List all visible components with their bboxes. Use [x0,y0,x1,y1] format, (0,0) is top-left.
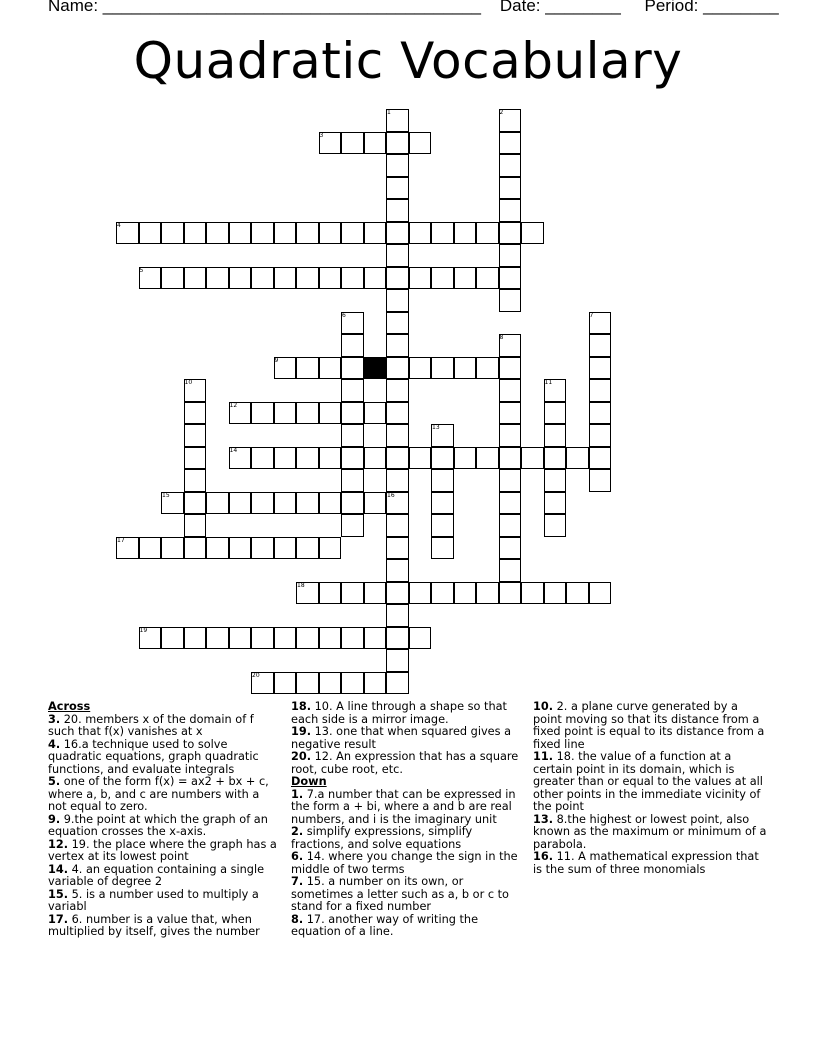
clues-column-1 [48,701,280,939]
clue-number: 18 [297,581,305,589]
clue-item [48,889,280,914]
crossword-cell[interactable] [341,132,364,155]
crossword-cell[interactable] [296,672,319,695]
crossword-cell[interactable] [431,469,454,492]
clue-item [48,739,280,777]
crossword-cell[interactable] [454,267,477,290]
crossword-cell[interactable] [184,267,207,290]
clues-column-3 [533,701,769,876]
crossword-cell[interactable] [544,514,567,537]
crossword-cell[interactable] [386,177,409,200]
crossword-cell[interactable] [476,267,499,290]
clue-text: 10. A line through a shape so that each side is a mirror image. [291,700,507,726]
crossword-cell[interactable] [544,424,567,447]
crossword-cell[interactable] [341,402,364,425]
clue-num: 20. [291,750,312,763]
clue-number: 6 [342,311,346,319]
crossword-cell[interactable] [274,492,297,515]
crossword-cell[interactable] [386,447,409,470]
crossword-cell[interactable] [499,289,522,312]
clue-item [533,701,769,751]
clue-num: 1. [291,787,304,801]
crossword-cell[interactable] [319,357,342,380]
crossword-cell[interactable] [296,537,319,560]
clue-item [533,851,769,876]
crossword-cell[interactable] [184,402,207,425]
clue-text: 16.a technique used to solve quadratic equations, graph quadratic functions, and evaluate integrals [48,737,259,776]
crossword-cell[interactable] [386,469,409,492]
clue-number: 1 [387,109,391,116]
crossword-cell[interactable] [409,447,432,470]
clue-text: 15. a number on its own, or sometimes a letter such as a, b or c to stand for a fixed number [291,875,509,913]
crossword-cell[interactable] [274,267,297,290]
crossword-cell[interactable] [589,469,612,492]
clue-num: 3. [48,712,61,726]
clue-number: 5 [139,266,144,274]
clue-text: 20. members x of the domain of f such that f(x) vanishes at x [48,712,254,738]
crossword-cell[interactable] [499,514,522,537]
crossword-cell[interactable] [251,627,274,650]
crossword-cell[interactable] [431,582,454,605]
crossword-cell[interactable] [364,222,387,245]
clue-item [291,851,525,876]
crossword-cell[interactable] [206,537,229,560]
crossword-black-cell [364,357,387,380]
crossword-cell[interactable] [274,672,297,695]
clue-number: 7 [589,311,594,319]
crossword-cell[interactable] [589,424,612,447]
clue-item [48,914,280,939]
crossword-cell[interactable] [161,627,184,650]
period-field[interactable]: Period: ________ [644,0,779,15]
crossword-cell[interactable] [161,222,184,245]
clue-number: 14 [229,446,238,454]
clue-text: simplify expressions, simplify fractions, and solve equations [291,825,473,851]
crossword-cell[interactable] [589,582,612,605]
crossword-cell[interactable] [364,627,387,650]
crossword-cell[interactable] [364,402,387,425]
clue-item [291,826,525,851]
crossword-cell[interactable] [476,222,499,245]
clue-num: 8. [291,912,304,926]
clue-text: 13. one that when squared gives a negative result [291,725,512,751]
crossword-cell[interactable] [386,154,409,177]
clue-number: 15 [162,491,170,499]
clue-num: 5. [48,775,61,788]
clue-item [48,839,280,864]
crossword-cell[interactable] [431,357,454,380]
crossword-cell[interactable] [409,267,432,290]
crossword-cell[interactable] [251,267,274,290]
crossword-cell[interactable] [184,537,207,560]
crossword-cell[interactable] [229,222,252,245]
crossword-cell[interactable] [499,199,522,222]
crossword-cell[interactable] [476,582,499,605]
crossword-cell[interactable] [319,402,342,425]
crossword-cell[interactable] [566,582,589,605]
crossword-cell[interactable] [499,244,522,267]
clue-number: 8 [499,334,504,341]
crossword-cell[interactable] [319,537,342,560]
crossword-cell[interactable] [589,447,612,470]
crossword-cell[interactable] [499,379,522,402]
crossword-cell[interactable] [251,447,274,470]
crossword-cell[interactable] [319,267,342,290]
down-header: Down [291,775,327,788]
crossword-cell[interactable] [589,357,612,380]
crossword-cell[interactable] [499,357,522,380]
crossword-cell[interactable] [386,379,409,402]
crossword-cell[interactable] [589,379,612,402]
crossword-cell[interactable] [589,334,612,357]
crossword-cell[interactable] [499,447,522,470]
crossword-cell[interactable] [499,402,522,425]
crossword-cell[interactable] [499,267,522,290]
crossword-cell[interactable] [341,357,364,380]
crossword-cell[interactable] [386,582,409,605]
clue-item [533,751,769,814]
crossword-cell[interactable] [386,289,409,312]
crossword-cell[interactable] [229,267,252,290]
name-field[interactable]: Name: ________________________________________ [48,0,481,15]
crossword-cell[interactable] [499,469,522,492]
crossword-cell[interactable] [206,222,229,245]
crossword-cell[interactable] [431,492,454,515]
clue-item [533,814,769,852]
crossword-cell[interactable] [206,267,229,290]
crossword-cell[interactable] [386,604,409,627]
crossword-cell[interactable] [386,244,409,267]
clue-num: 14. [48,862,69,876]
clue-num: 17. [48,912,69,926]
crossword-cell[interactable] [296,627,319,650]
crossword-cell[interactable] [409,222,432,245]
clue-item [291,914,525,939]
crossword-cell[interactable] [296,447,319,470]
crossword-cell[interactable] [341,447,364,470]
crossword-cell[interactable] [499,492,522,515]
clue-number: 2 [499,109,504,116]
clue-text: 9.the point at which the graph of an equation crosses the x-axis. [48,812,268,838]
crossword-cell[interactable] [499,177,522,200]
crossword-cell[interactable] [386,649,409,672]
clue-number: 19 [139,626,148,634]
crossword-cell[interactable] [341,492,364,515]
crossword-cell[interactable] [386,199,409,222]
crossword-cell[interactable] [386,357,409,380]
crossword-cell[interactable] [386,672,409,695]
clue-num: 19. [291,725,312,738]
clue-num: 9. [48,812,61,826]
date-field[interactable]: Date: ________ [499,0,621,15]
clue-item [48,814,280,839]
crossword-cell[interactable] [386,312,409,335]
crossword-cell[interactable] [431,537,454,560]
crossword-cell[interactable] [341,514,364,537]
clue-text: one of the form f(x) = ax2 + bx + c, where a, b, and c are numbers with a not equal to zero. [48,775,269,813]
crossword-cell[interactable] [499,132,522,155]
crossword-cell[interactable] [251,537,274,560]
clue-item [48,714,280,739]
clue-item [291,751,525,776]
crossword-cell[interactable] [544,447,567,470]
clue-number: 10 [184,379,193,386]
crossword-cell[interactable] [431,267,454,290]
crossword-cell[interactable] [499,222,522,245]
crossword-cell[interactable] [364,447,387,470]
crossword-cell[interactable] [364,267,387,290]
crossword-cell[interactable] [454,222,477,245]
crossword-cell[interactable] [386,627,409,650]
crossword-cell[interactable] [229,492,252,515]
crossword-cell[interactable] [409,582,432,605]
crossword-cell[interactable] [184,424,207,447]
crossword-cell[interactable] [364,132,387,155]
crossword-cell[interactable] [184,514,207,537]
clue-num: 7. [291,875,304,888]
crossword-cell[interactable] [341,379,364,402]
clue-text: 11. A mathematical expression that is the sum of three monomials [533,850,759,876]
clue-number: 17 [117,536,125,544]
crossword-cell[interactable] [296,492,319,515]
crossword-cell[interactable] [319,627,342,650]
crossword-cell[interactable] [161,267,184,290]
clue-number: 11 [544,379,553,386]
clue-text: 6. number is a value that, when multiplied by itself, gives the number [48,912,260,938]
clue-num: 11. [533,750,554,763]
page-title: Quadratic Vocabulary [133,32,683,90]
crossword-cell[interactable] [139,537,162,560]
clue-num: 2. [291,825,304,838]
crossword-cell[interactable] [341,334,364,357]
crossword-cell[interactable] [139,222,162,245]
crossword-cell[interactable] [386,334,409,357]
clue-number: 9 [274,356,279,364]
clue-num: 13. [533,812,554,826]
crossword-cell[interactable] [229,537,252,560]
across-header: Across [48,700,91,713]
crossword-cell[interactable] [274,402,297,425]
crossword-cell[interactable] [319,672,342,695]
crossword-cell[interactable] [499,559,522,582]
crossword-cell[interactable] [566,447,589,470]
clues-column-2 [291,701,525,939]
clue-item [291,876,525,914]
clue-number: 20 [252,671,260,679]
crossword-cell[interactable] [319,582,342,605]
crossword-cell[interactable] [476,357,499,380]
crossword-cell[interactable] [206,627,229,650]
crossword-cell[interactable] [364,492,387,515]
crossword-cell[interactable] [386,267,409,290]
clue-number: 16 [387,491,395,499]
clue-number: 4 [117,221,121,229]
crossword-cell[interactable] [296,267,319,290]
crossword-cell[interactable] [386,559,409,582]
crossword-cell[interactable] [341,267,364,290]
clue-text: 7.a number that can be expressed in the form a + bi, where a and b are real numbers, and i is the imaginary unit [291,787,516,826]
crossword-cell[interactable] [499,154,522,177]
crossword-cell[interactable] [386,514,409,537]
crossword-cell[interactable] [454,447,477,470]
crossword-cell[interactable] [184,469,207,492]
clue-text: 18. the value of a function at a certain point in its domain, which is greater than or equal to the values at all other points in the immediate vicinity of the point [533,750,763,813]
clue-number: 12 [229,401,238,409]
crossword-cell[interactable] [544,582,567,605]
crossword-cell[interactable] [296,402,319,425]
crossword-cell[interactable] [319,447,342,470]
crossword-cell[interactable] [544,492,567,515]
clue-text: 5. is a number used to multiply a variabl [48,887,259,913]
clue-num: 10. [533,700,554,713]
crossword-cell[interactable] [409,357,432,380]
clue-item [291,789,525,827]
crossword-cell[interactable] [386,222,409,245]
crossword-cell[interactable] [544,469,567,492]
crossword-cell[interactable] [386,537,409,560]
clue-num: 16. [533,850,554,863]
clue-item [48,864,280,889]
crossword-cell[interactable] [184,492,207,515]
crossword-cell[interactable] [386,424,409,447]
clue-text: 17. another way of writing the equation of a line. [291,912,479,938]
clue-text: 4. an equation containing a single variable of degree 2 [48,862,265,888]
crossword-cell[interactable] [319,222,342,245]
crossword-cell[interactable] [251,402,274,425]
clue-text: 19. the place where the graph has a vertex at its lowest point [48,837,277,863]
clue-num: 6. [291,850,304,863]
clue-text: 2. a plane curve generated by a point moving so that its distance from a fixed point is equal to its distance from a fixed line [533,700,765,751]
crossword-cell[interactable] [476,447,499,470]
clue-item [291,701,525,726]
crossword-cell[interactable] [184,447,207,470]
clue-num: 4. [48,737,61,751]
crossword-cell[interactable] [544,402,567,425]
crossword-cell[interactable] [499,582,522,605]
crossword-cell[interactable] [251,222,274,245]
crossword-cell[interactable] [341,582,364,605]
clue-text: 14. where you change the sign in the middle of two terms [291,850,518,876]
crossword-cell[interactable] [274,447,297,470]
crossword-cell[interactable] [184,627,207,650]
crossword-cell[interactable] [364,582,387,605]
crossword-cell[interactable] [386,402,409,425]
crossword-cell[interactable] [521,222,544,245]
crossword-cell[interactable] [589,402,612,425]
crossword-cell[interactable] [251,492,274,515]
crossword-cell[interactable] [454,357,477,380]
crossword-cell[interactable] [274,627,297,650]
crossword-cell[interactable] [499,424,522,447]
crossword-cell[interactable] [229,627,252,650]
crossword-cell[interactable] [409,132,432,155]
clue-item [48,776,280,814]
crossword-cell[interactable] [341,222,364,245]
crossword-cell[interactable] [341,627,364,650]
crossword-cell[interactable] [319,492,342,515]
crossword-cell[interactable] [521,582,544,605]
clue-number: 13 [432,424,440,431]
crossword-cell[interactable] [296,357,319,380]
crossword-cell[interactable] [341,469,364,492]
crossword-cell[interactable] [431,514,454,537]
crossword-cell[interactable] [431,447,454,470]
crossword-cell[interactable] [341,424,364,447]
clue-number: 3 [319,131,324,139]
crossword-cell[interactable] [296,222,319,245]
clue-text: 12. An expression that has a square root, cube root, etc. [291,750,519,776]
clue-num: 12. [48,837,69,851]
crossword-cell[interactable] [274,537,297,560]
clue-num: 15. [48,887,69,901]
crossword-cell[interactable] [274,222,297,245]
crossword-cell[interactable] [409,627,432,650]
clue-item [291,726,525,751]
crossword-cell[interactable] [521,447,544,470]
crossword-cell[interactable] [454,582,477,605]
crossword-cell[interactable] [386,132,409,155]
crossword-cell[interactable] [161,537,184,560]
crossword-cell[interactable] [206,492,229,515]
crossword-cell[interactable] [341,672,364,695]
crossword-cell[interactable] [431,222,454,245]
crossword-cell[interactable] [364,672,387,695]
clue-text: 8.the highest or lowest point, also known as the maximum or minimum of a parabola. [533,812,767,851]
crossword-cell[interactable] [499,537,522,560]
crossword-cell[interactable] [184,222,207,245]
clue-num: 18. [291,700,312,713]
